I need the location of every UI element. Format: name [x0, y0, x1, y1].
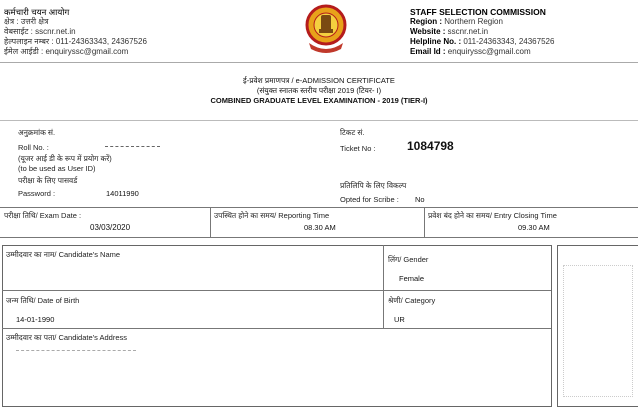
- title-divider: [0, 120, 638, 121]
- roll-note-hindi: (यूजर आई डी के रूप में प्रयोग करें): [18, 154, 112, 163]
- website-value: sscnr.net.in: [447, 27, 489, 36]
- candidate-name-label: उम्मीदवार का नाम/ Candidate's Name: [6, 250, 121, 259]
- scribe-label: Opted for Scribe :: [340, 195, 399, 204]
- roll-note: (to be used as User ID): [18, 164, 96, 173]
- email-label: Email Id :: [410, 47, 446, 56]
- ticket-value: 1084798: [407, 139, 454, 153]
- password-value: 14011990: [106, 189, 139, 198]
- scribe-value: No: [415, 195, 425, 204]
- website-hindi: वेबसाईट : sscnr.net.in: [4, 27, 76, 36]
- roll-label-hindi: अनुक्रमांक सं.: [18, 128, 56, 137]
- exam-date-value: 03/03/2020: [90, 223, 131, 232]
- candidate-photo-placeholder: [563, 265, 633, 397]
- email-hindi: ईमेल आईडी : enquiryssc@gmail.com: [4, 47, 129, 56]
- address-label: उम्मीदवार का पता/ Candidate's Address: [6, 333, 128, 342]
- exam-row-divider-2: [424, 207, 425, 237]
- gender-label: लिंग/ Gender: [388, 255, 429, 264]
- org-name-hindi: कर्मचारी चयन आयोग: [4, 7, 70, 17]
- title-line-2: (संयुक्त स्नातक स्तरीय परीक्षा 2019 (टियर- I): [256, 86, 382, 95]
- region-row: [410, 17, 554, 27]
- certificate-title: [0, 76, 638, 106]
- helpline-label: Helpline No. :: [410, 37, 462, 46]
- candidate-details-table: [2, 245, 552, 407]
- website-label: Website :: [410, 27, 446, 36]
- email-row: [410, 47, 554, 57]
- exam-row-top-border: [0, 207, 638, 208]
- helpline-row: [410, 37, 554, 47]
- dob-label: जन्म तिथि/ Date of Birth: [6, 296, 80, 305]
- header-right: [410, 7, 554, 57]
- password-label: Password :: [18, 189, 56, 198]
- category-label: श्रेणी/ Category: [388, 296, 436, 305]
- header-left: [4, 7, 147, 57]
- ticket-label-hindi: टिकट सं.: [340, 128, 365, 137]
- roll-value-redacted: [105, 146, 160, 150]
- gender-value: Female: [399, 274, 425, 283]
- email-value: enquiryssc@gmail.com: [447, 47, 531, 56]
- reporting-time-value: 08.30 AM: [304, 223, 336, 232]
- closing-time-label: प्रवेश बंद होने का समय/ Entry Closing Time: [428, 211, 557, 220]
- password-label-hindi: परीक्षा के लिए पासवर्ड: [18, 176, 78, 185]
- ssc-emblem-logo: [303, 3, 349, 55]
- title-line-3: COMBINED GRADUATE LEVEL EXAMINATION - 2019 (TIER-I): [210, 96, 428, 105]
- title-line-1: ई-प्रवेश प्रमाणपत्र / e-ADMISSION CERTIFICATE: [243, 76, 395, 85]
- address-value: [16, 350, 136, 354]
- region-hindi: क्षेत्र : उत्तरी क्षेत्र: [4, 17, 49, 26]
- candidate-row-divider-1: [2, 290, 551, 291]
- scribe-label-hindi: प्रतिलिपि के लिए विकल्प: [340, 181, 407, 190]
- exam-row-bottom-border: [0, 237, 638, 238]
- category-value: UR: [394, 315, 405, 324]
- header-divider: [0, 62, 638, 63]
- closing-time-value: 09.30 AM: [518, 223, 550, 232]
- dob-value: 14-01-1990: [16, 315, 55, 324]
- org-name: STAFF SELECTION COMMISSION: [410, 7, 546, 17]
- helpline-hindi: हेल्पलाइन नम्बर : 011-24363343, 24367526: [4, 37, 147, 46]
- reporting-time-label: उपस्थित होने का समय/ Reporting Time: [214, 211, 330, 220]
- roll-label: Roll No. :: [18, 143, 49, 152]
- ticket-label: Ticket No :: [340, 144, 376, 153]
- exam-date-label: परीक्षा तिथि/ Exam Date :: [4, 211, 82, 220]
- region-value: Northern Region: [444, 17, 503, 26]
- helpline-value: 011-24363343, 24367526: [463, 37, 555, 46]
- candidate-row-divider-2: [2, 328, 551, 329]
- candidate-table-divider: [383, 245, 384, 329]
- website-row: [410, 27, 554, 37]
- exam-row-divider-1: [210, 207, 211, 237]
- region-label: Region :: [410, 17, 442, 26]
